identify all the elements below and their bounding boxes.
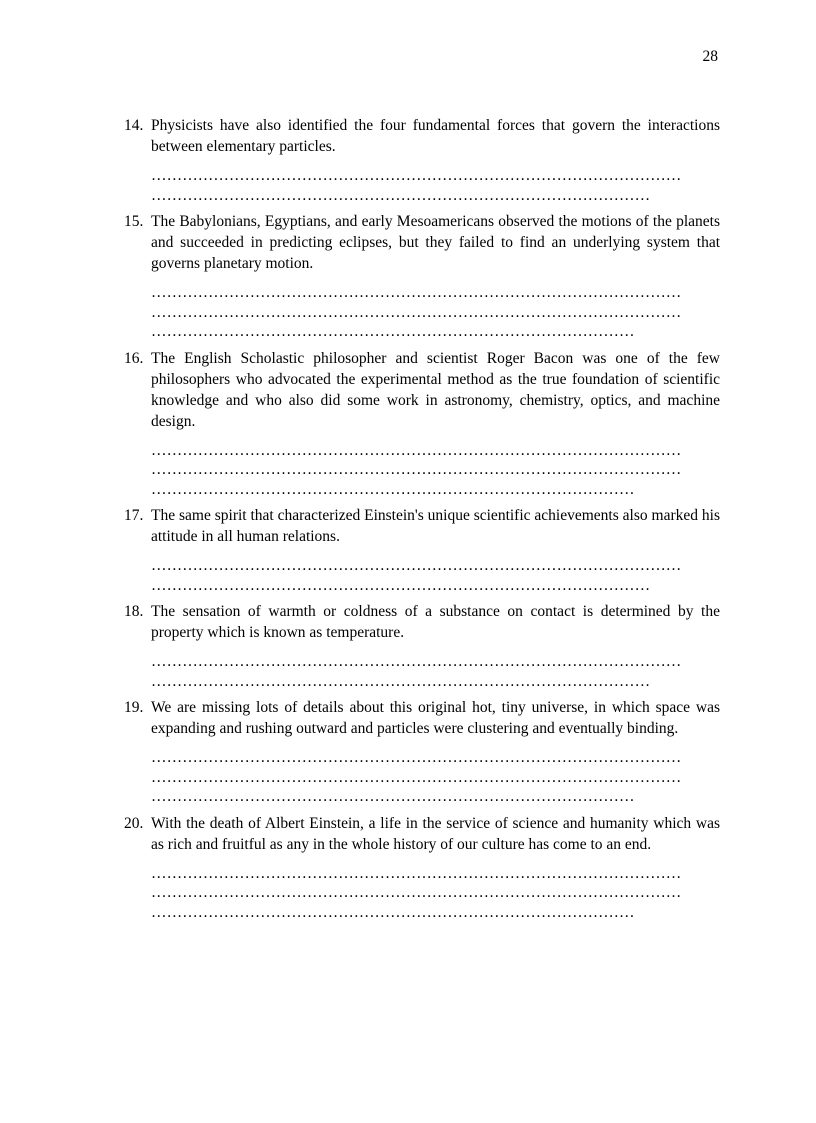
exercise-list xyxy=(124,115,720,928)
answer-area xyxy=(151,441,720,500)
answer-line: ………………………………………………………………………………… xyxy=(151,480,635,498)
answer-area xyxy=(151,556,720,595)
answer-area xyxy=(151,748,720,807)
item-number: 19. xyxy=(124,699,144,716)
item-number: 20. xyxy=(124,814,144,832)
answer-line: ………………………………………………………………………………………… xyxy=(151,441,682,459)
answer-line: ………………………………………………………………………………………… xyxy=(151,284,682,301)
answer-line: …………………………………………………………………………………… xyxy=(151,672,651,690)
answer-line: ………………………………………………………………………………… xyxy=(151,903,635,921)
answer-line: ………………………………………………………………………………… xyxy=(151,323,635,340)
exercise-item xyxy=(124,697,720,807)
item-number: 15. xyxy=(124,213,144,230)
item-sentence: Physicists have also identified the four fundamental forces that govern the interactions between elementary particles. xyxy=(151,117,720,155)
answer-area xyxy=(151,864,720,923)
answer-line: …………………………………………………………………………………… xyxy=(151,186,651,204)
exercise-item xyxy=(124,601,720,691)
item-sentence: The same spirit that characterized Einstein's unique scientific achievements also marked his attitude in all human relations. xyxy=(151,507,720,545)
item-sentence: The English Scholastic philosopher and scientist Roger Bacon was one of the few philosophers who advocated the experimental method as the true foundation of scientific knowledge and who also did some work in astronomy, chemistry, optics, and machine design. xyxy=(151,349,720,430)
exercise-item xyxy=(124,348,720,500)
answer-line: ………………………………………………………………………………………… xyxy=(151,864,682,882)
answer-line: ………………………………………………………………………………………… xyxy=(151,557,682,574)
item-sentence: The sensation of warmth or coldness of a substance on contact is determined by the property which is known as temperature. xyxy=(151,603,720,641)
answer-area xyxy=(151,652,720,691)
exercise-item xyxy=(124,813,720,923)
page-number: 28 xyxy=(702,48,718,65)
exercise-item xyxy=(124,211,720,342)
item-number: 18. xyxy=(124,603,144,620)
answer-line: ………………………………………………………………………………………… xyxy=(151,303,682,321)
answer-line: …………………………………………………………………………………… xyxy=(151,576,651,594)
answer-line: ………………………………………………………………………………………… xyxy=(151,884,682,901)
answer-line: ………………………………………………………………………………………… xyxy=(151,167,682,184)
item-number: 14. xyxy=(124,117,144,134)
answer-line: ………………………………………………………………………………………… xyxy=(151,653,682,670)
item-sentence: With the death of Albert Einstein, a life in the service of science and humanity which was as rich and fruitful as any in the whole history of our culture has come to an end. xyxy=(151,814,720,853)
answer-line: ………………………………………………………………………………………… xyxy=(151,749,682,766)
answer-line: ………………………………………………………………………………………… xyxy=(151,461,682,478)
item-number: 17. xyxy=(124,507,144,524)
answer-area xyxy=(151,283,720,342)
exercise-item xyxy=(124,505,720,595)
item-sentence: The Babylonians, Egyptians, and early Mesoamericans observed the motions of the planets and succeeded in predicting eclipses, but they failed to find an underlying system that governs planetary motion. xyxy=(151,213,720,272)
answer-area xyxy=(151,166,720,205)
item-sentence: We are missing lots of details about this original hot, tiny universe, in which space was expanding and rushing outward and particles were clustering and eventually binding. xyxy=(151,699,720,737)
answer-line: ………………………………………………………………………………………… xyxy=(151,768,682,786)
exercise-item xyxy=(124,115,720,205)
item-number: 16. xyxy=(124,349,144,367)
answer-line: ………………………………………………………………………………… xyxy=(151,788,635,805)
